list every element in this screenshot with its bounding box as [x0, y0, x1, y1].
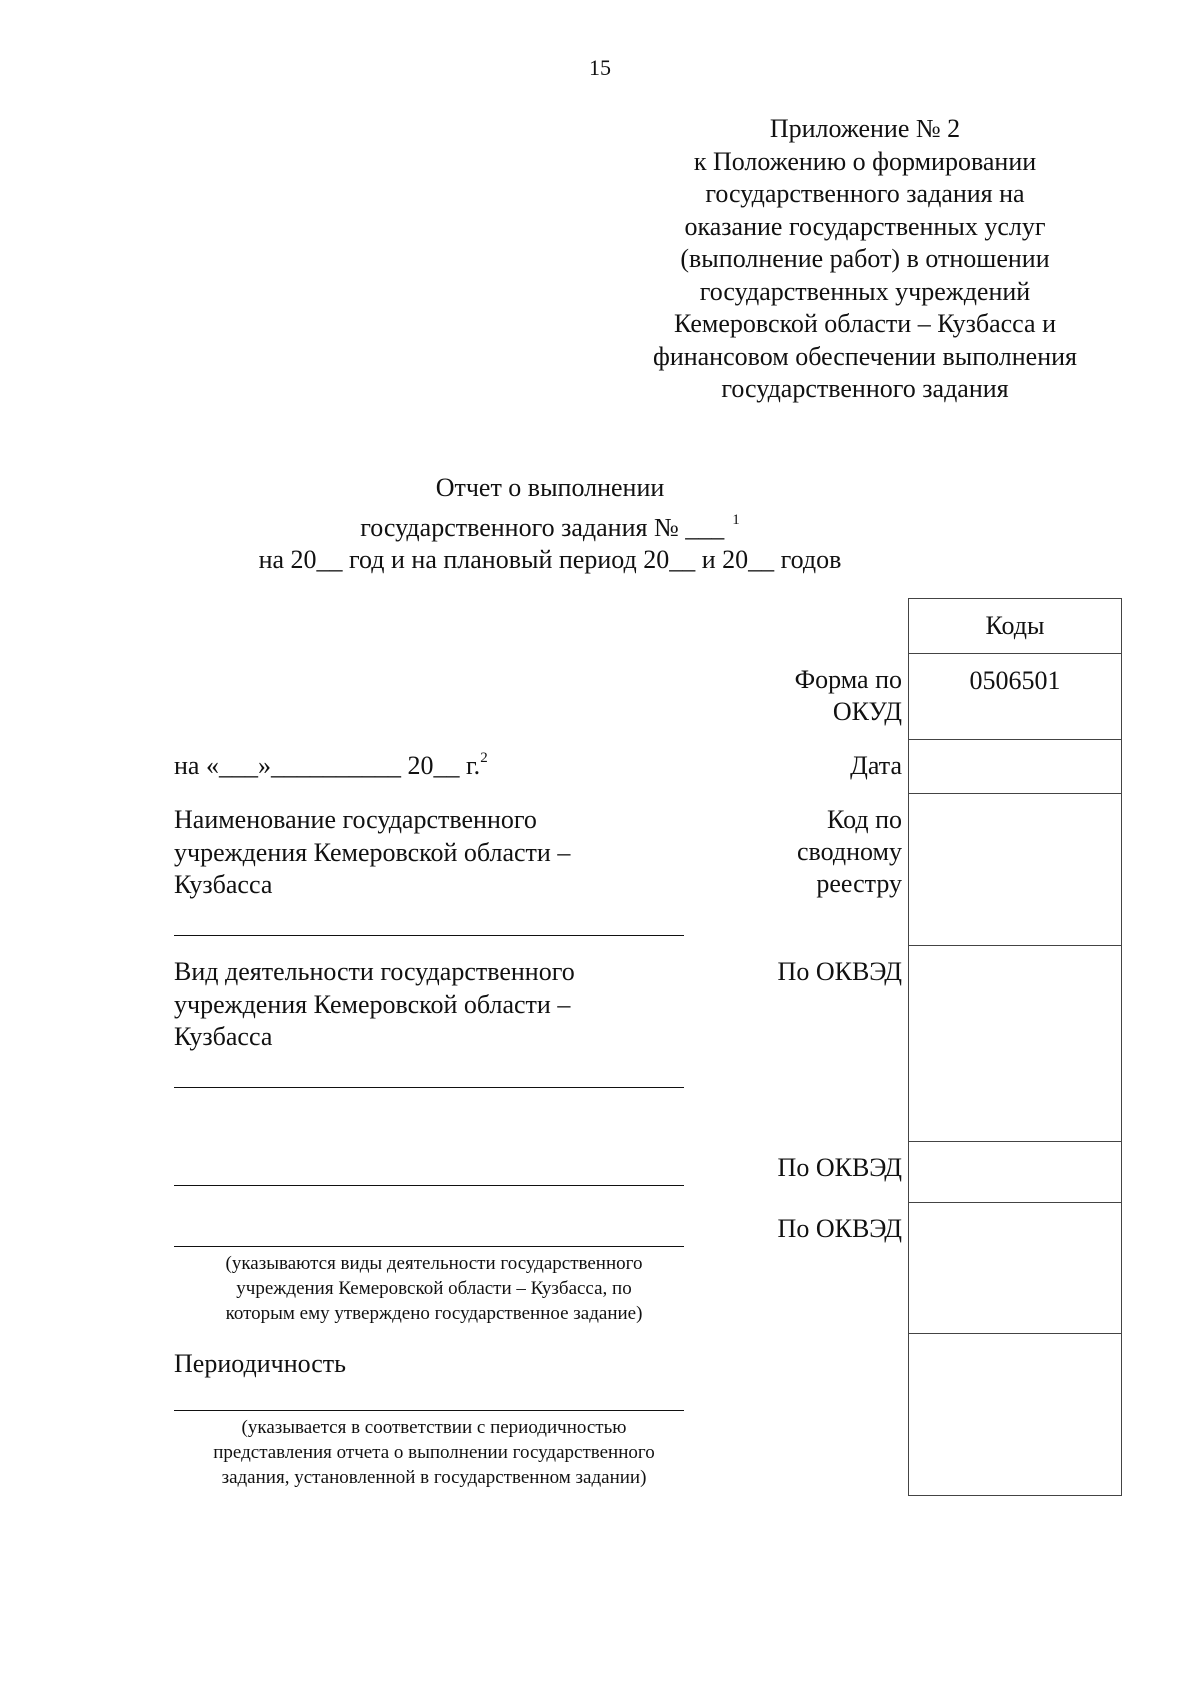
institution-name-line: учреждения Кемеровской области – [174, 837, 571, 867]
page-number: 15 [589, 55, 611, 80]
periodicity-note-line: задания, установленной в государственном задании) [221, 1467, 647, 1488]
okud-label [700, 664, 902, 728]
codes-table [908, 598, 1122, 1496]
okved-label-1: По ОКВЭД [777, 957, 902, 986]
institution-name-line: Наименование государственного [174, 805, 537, 834]
okved-cell-1[interactable] [909, 945, 1121, 1142]
activity-type-label [174, 956, 684, 1054]
footnote-2: 2 [480, 750, 488, 766]
title-line-3: на 20__ год и на плановый период 20__ и 20__ годов [258, 545, 842, 574]
title-line-2 [200, 504, 900, 544]
codes-header-cell [909, 599, 1121, 653]
okud-value: 0506501 [969, 666, 1061, 695]
appendix-line: государственных учреждений [699, 276, 1031, 306]
footnote-1: 1 [732, 512, 740, 528]
activity-note-line: которым ему утверждено государственное задание) [225, 1303, 643, 1324]
title-line-1: Отчет о выполнении [435, 473, 665, 502]
appendix-line: к Положению о формировании [693, 146, 1037, 176]
periodicity-label: Периодичность [174, 1349, 347, 1378]
periodicity-note-line: (указывается в соответствии с периодичностью [241, 1417, 627, 1438]
activity-note-line: учреждения Кемеровской области – Кузбасса, по [236, 1278, 632, 1299]
activity-type-line: Вид деятельности государственного [174, 957, 575, 986]
appendix-line: государственного задания на [705, 179, 1025, 208]
appendix-line: Приложение № 2 [769, 114, 961, 143]
institution-name-line: Кузбасса [174, 870, 273, 899]
appendix-line: Кемеровской области – Кузбасса и [674, 309, 1056, 338]
date-field-text: на «___»__________ 20__ г. [174, 751, 481, 780]
okud-cell[interactable] [909, 653, 1121, 740]
okved-cell-2[interactable] [909, 1141, 1121, 1203]
appendix-line: оказание государственных услуг [684, 211, 1046, 241]
activity-type-input-line-2[interactable] [174, 1185, 684, 1186]
report-title [200, 472, 900, 576]
periodicity-note-line: представления отчета о выполнении государственного [213, 1442, 655, 1463]
activity-type-line: учреждения Кемеровской области – [174, 989, 571, 1019]
appendix-line: (выполнение работ) в отношении [680, 244, 1050, 273]
activity-type-input-line-1[interactable] [174, 1087, 684, 1088]
periodicity-note [174, 1415, 694, 1490]
okved-label-3: По ОКВЭД [777, 1214, 902, 1243]
okud-label-line: Форма по [794, 665, 902, 694]
date-field[interactable] [174, 750, 488, 781]
institution-name-input-line[interactable] [174, 935, 684, 936]
date-cell[interactable] [909, 739, 1121, 794]
activity-type-line: Кузбасса [174, 1022, 273, 1051]
periodicity-input-line[interactable] [174, 1410, 684, 1411]
okud-label-line: ОКУД [832, 697, 902, 726]
date-label: Дата [850, 751, 902, 780]
registry-label-line: Код по [827, 805, 902, 834]
okved-label-2: По ОКВЭД [777, 1153, 902, 1182]
activity-type-input-line-3[interactable] [174, 1246, 684, 1247]
title-line-2-text: государственного задания № ___ [360, 513, 725, 542]
institution-name-label [174, 804, 684, 902]
registry-label [700, 804, 902, 900]
activity-note [174, 1251, 694, 1326]
appendix-line: государственного задания [721, 374, 1009, 403]
appendix-line: финансовом обеспечении выполнения [652, 341, 1078, 371]
registry-cell[interactable] [909, 793, 1121, 946]
appendix-heading [640, 113, 1090, 406]
activity-note-line: (указываются виды деятельности государственного [225, 1253, 643, 1274]
registry-label-line: реестру [816, 869, 902, 898]
okved-cell-3[interactable] [909, 1202, 1121, 1334]
periodicity-cell[interactable] [909, 1333, 1121, 1496]
registry-label-line: сводному [797, 837, 902, 866]
codes-header: Коды [985, 611, 1045, 640]
